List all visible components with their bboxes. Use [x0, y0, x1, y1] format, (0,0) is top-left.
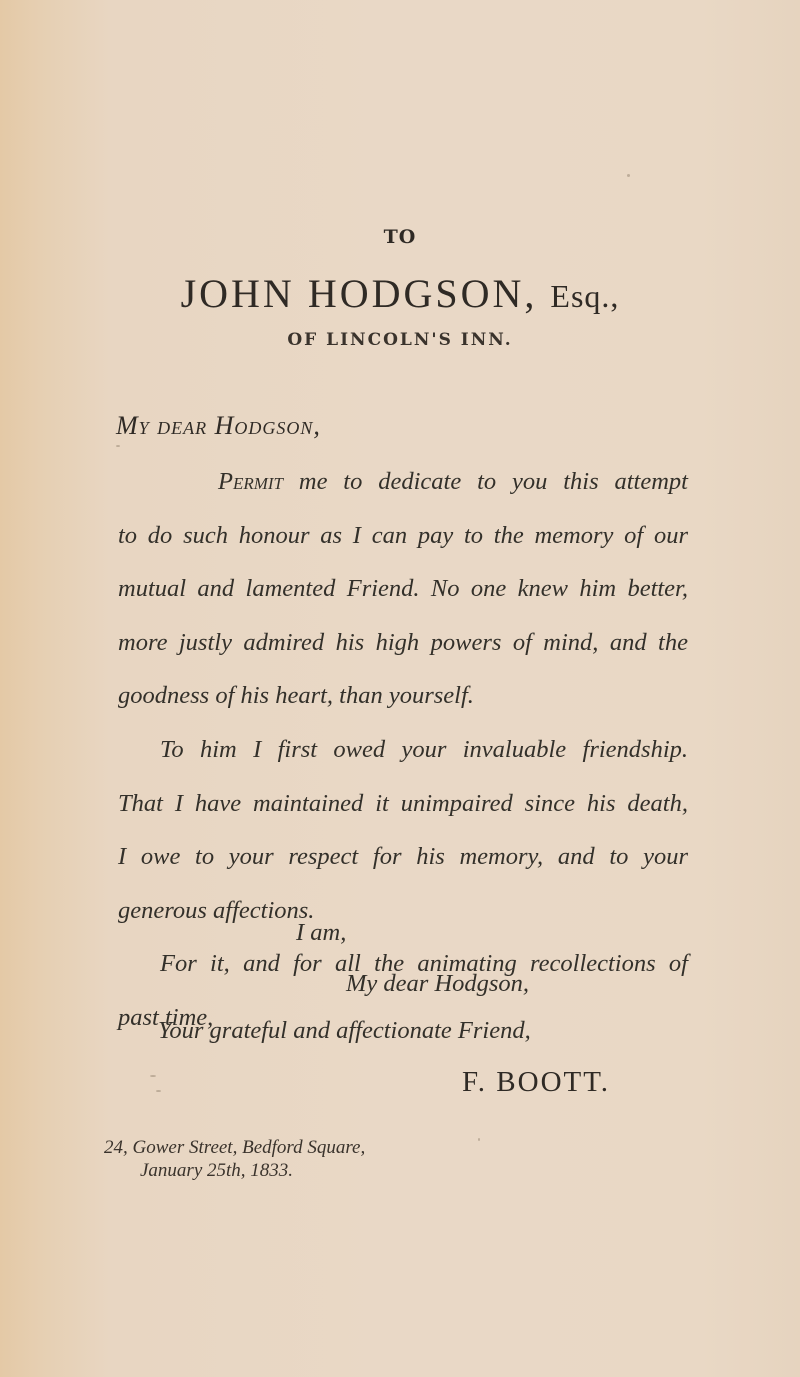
paper-speck	[116, 445, 120, 447]
paragraph-3-line: For it, and for all the animating recollections of	[160, 950, 688, 978]
closing-i-am: I am,	[296, 919, 347, 946]
paragraph-2-line: To him I first owed your invaluable friendship.	[160, 735, 688, 763]
paragraph-2-line: I owe to your respect for his memory, and to your	[118, 843, 688, 871]
paragraph-2-line: generous affections.	[118, 896, 315, 924]
paper-speck	[150, 1075, 156, 1077]
paragraph-2-line: That I have maintained it unimpaired since his death,	[118, 789, 688, 817]
paragraph-1-line: Permit me to dedicate to you this attempt	[218, 468, 688, 495]
lead-word: Permit	[218, 468, 284, 495]
closing-your-friend: Your grateful and affectionate Friend,	[158, 1017, 531, 1044]
paragraph-1-line: more justly admired his high powers of mind, and the	[118, 628, 688, 656]
signature: F. BOOTT.	[462, 1066, 611, 1098]
paragraph-1-line: goodness of his heart, than yourself.	[118, 682, 474, 710]
recipient-suffix: Esq.,	[550, 278, 620, 314]
address-street: 24, Gower Street, Bedford Square,	[104, 1137, 366, 1158]
closing-my-dear: My dear Hodgson,	[346, 970, 530, 997]
address-date: January 25th, 1833.	[140, 1160, 294, 1181]
address-block	[104, 1136, 365, 1182]
dedication-to: TO	[383, 226, 417, 248]
recipient-name-text: JOHN HODGSON,	[180, 271, 538, 316]
paragraph-3-line: past time,	[118, 1003, 214, 1031]
paper-speck	[156, 1090, 161, 1092]
paragraph-1-line: to do such honour as I can pay to the memory of our	[118, 521, 688, 549]
paper-speck	[478, 1138, 480, 1141]
paragraph-1-line: mutual and lamented Friend. No one knew him better,	[118, 575, 688, 603]
recipient-name	[0, 270, 800, 317]
dedication-body	[118, 455, 688, 1045]
recipient-affiliation: OF LINCOLN'S INN.	[287, 330, 513, 350]
paper-speck	[627, 174, 630, 177]
salutation: My dear Hodgson,	[116, 411, 321, 440]
